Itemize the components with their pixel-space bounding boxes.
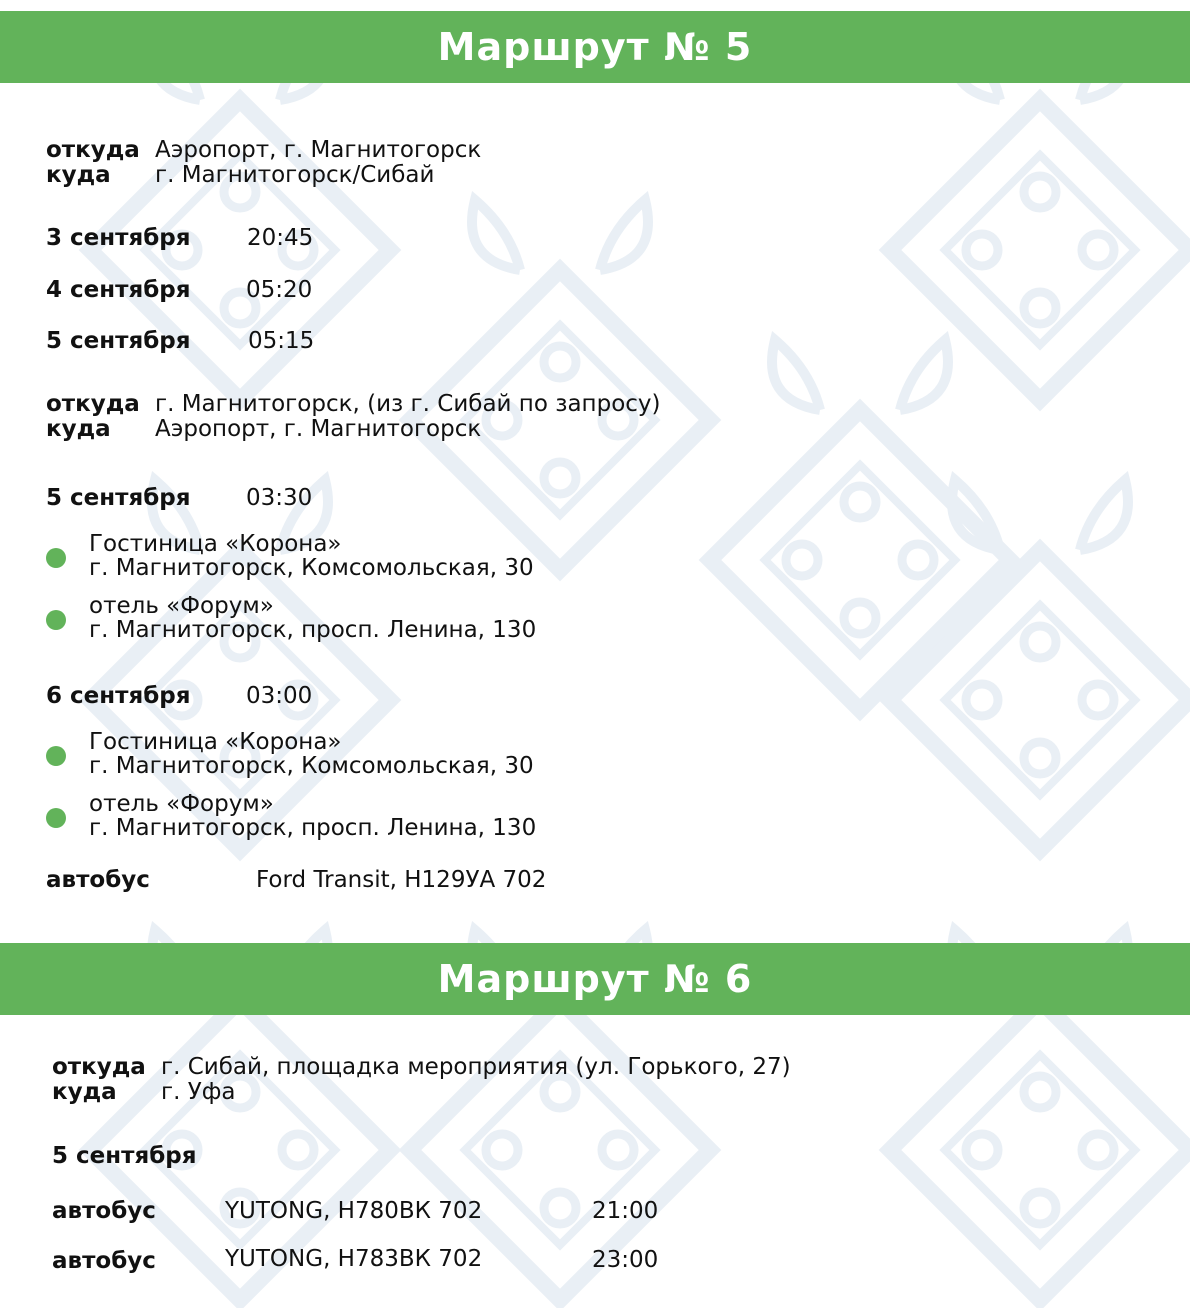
stop-name: Гостиница «Корона» xyxy=(89,531,342,557)
stop-name: отель «Форум» xyxy=(89,593,274,619)
stop-address: г. Магнитогорск, Комсомольская, 30 xyxy=(89,753,534,779)
day-date: 5 сентября xyxy=(46,485,191,511)
route5-header xyxy=(0,11,1190,83)
stop-bullet xyxy=(46,548,66,568)
stop-address: г. Магнитогорск, Комсомольская, 30 xyxy=(89,555,534,581)
route6-to-value: г. Уфа xyxy=(161,1079,236,1105)
bus-vehicle: YUTONG, Н783ВК 702 xyxy=(225,1246,483,1272)
schedule-date: 5 сентября xyxy=(46,328,191,354)
route6-title: Маршрут № 6 xyxy=(437,957,753,1001)
stop-address: г. Магнитогорск, просп. Ленина, 130 xyxy=(89,815,537,841)
leg2-to-value: Аэропорт, г. Магнитогорск xyxy=(155,416,482,442)
leg1-to-label: куда xyxy=(46,162,111,188)
stop-name: Гостиница «Корона» xyxy=(89,729,342,755)
day-time: 03:30 xyxy=(246,485,313,511)
route6-from-value: г. Сибай, площадка мероприятия (ул. Горького, 27) xyxy=(161,1054,791,1080)
stop-bullet xyxy=(46,610,66,630)
bus-vehicle: YUTONG, Н780ВК 702 xyxy=(225,1198,483,1224)
route6-header xyxy=(0,943,1190,1015)
stop-bullet xyxy=(46,746,66,766)
leg2-from-value: г. Магнитогорск, (из г. Сибай по запросу) xyxy=(155,391,661,417)
bus-label: автобус xyxy=(46,867,150,893)
route6-to-label: куда xyxy=(52,1079,117,1105)
schedule-time: 05:20 xyxy=(246,277,313,303)
bus-label: автобус xyxy=(52,1198,156,1224)
leg1-from-value: Аэропорт, г. Магнитогорск xyxy=(155,137,482,163)
schedule-time: 20:45 xyxy=(247,225,314,251)
leg1-to-value: г. Магнитогорск/Сибай xyxy=(155,162,435,188)
schedule-time: 05:15 xyxy=(248,328,315,354)
route6-from-label: откуда xyxy=(52,1054,146,1080)
bus-label: автобус xyxy=(52,1248,156,1274)
route5-title: Маршрут № 5 xyxy=(437,25,753,69)
day-time: 03:00 xyxy=(246,683,313,709)
stop-address: г. Магнитогорск, просп. Ленина, 130 xyxy=(89,617,537,643)
bus-time: 23:00 xyxy=(592,1247,659,1273)
leg1-from-label: откуда xyxy=(46,137,140,163)
stop-name: отель «Форум» xyxy=(89,791,274,817)
schedule-date: 3 сентября xyxy=(46,225,191,251)
bus-time: 21:00 xyxy=(592,1198,659,1224)
leg2-from-label: откуда xyxy=(46,391,140,417)
route6-date: 5 сентября xyxy=(52,1143,197,1169)
schedule-date: 4 сентября xyxy=(46,277,191,303)
day-date: 6 сентября xyxy=(46,683,191,709)
leg2-to-label: куда xyxy=(46,416,111,442)
stop-bullet xyxy=(46,808,66,828)
bus-value: Ford Transit, Н129УА 702 xyxy=(256,867,547,893)
